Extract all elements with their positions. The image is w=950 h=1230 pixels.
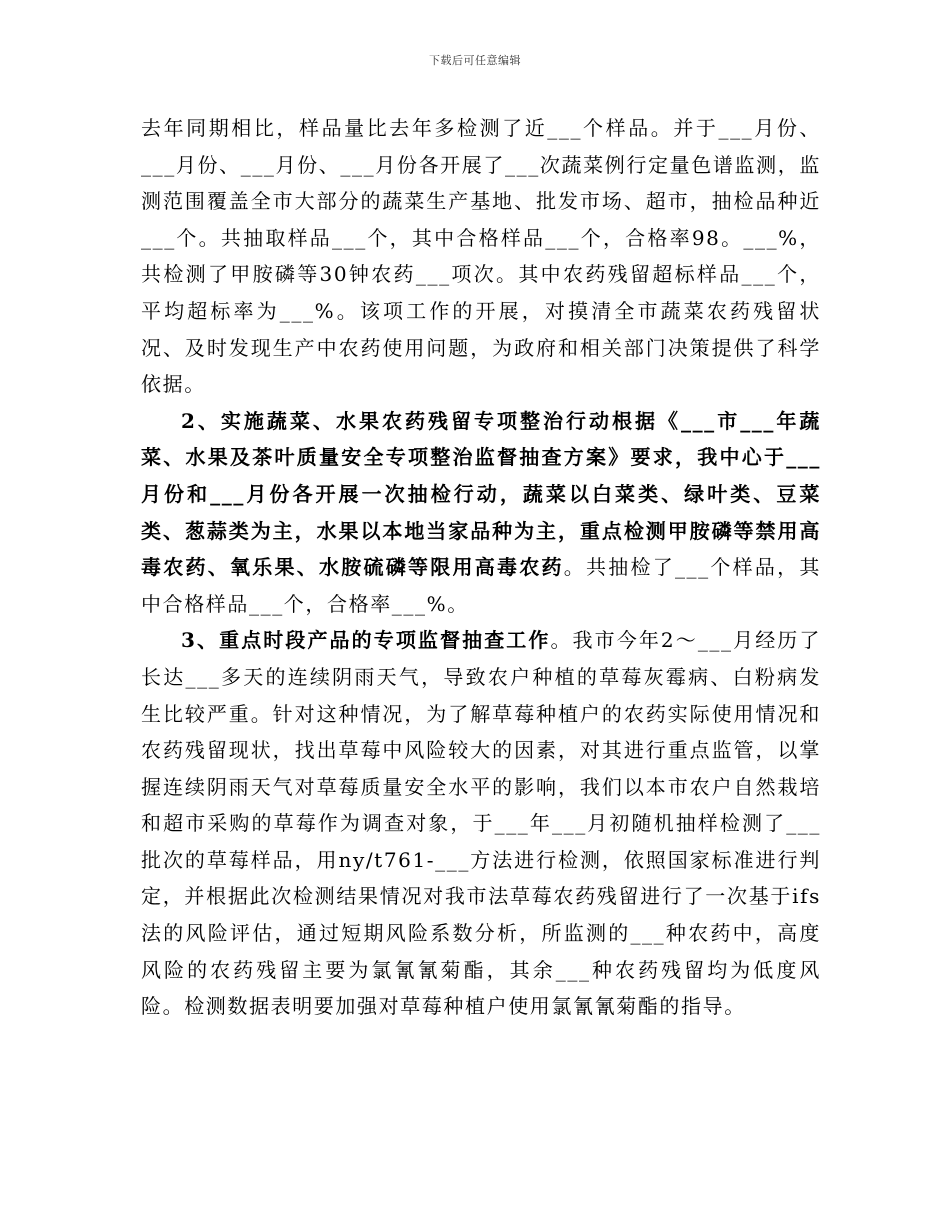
paragraph-3	[141, 622, 821, 1025]
paragraph-3-heading: 3、重点时段产品的专项监督抽查工作	[181, 628, 551, 653]
paragraph-3-text: 。我市今年2～___月经历了长达___多天的连续阴雨天气，导致农户种植的草莓灰霉病、白粉病发生比较严重。针对这种情况，为了解草莓种植户的农药实际使用情况和农药残留现状，找出草莓中风险较大的因素，对其进行重点监管，以掌握连续阴雨天气对草莓质量安全水平的影响，我们以本市农户自然栽培和超市采购的草莓作为调查对象，于___年___月初随机抽样检测了___批次的草莓样品，用ny/t761-___方法进行检测，依照国家标准进行判定，并根据此次检测结果情况对我市法草莓农药残留进行了一次基于ifs法的风险评估，通过短期风险系数分析，所监测的___种农药中，高度风险的农药残留主要为氯氰氰菊酯，其余___种农药残留均为低度风险。检测数据表明要加强对草莓种植户使用氯氰氰菊酯的指导。	[141, 628, 821, 1019]
paragraph-1	[141, 110, 821, 403]
page-header: 下载后可任意编辑	[429, 54, 521, 67]
paragraph-2-text: 。共抽检了___个样品，其中合格样品___个，合格率___%。	[141, 555, 821, 616]
paragraph-2	[141, 403, 821, 623]
paragraph-2-heading: 2、实施蔬菜、水果农药残留专项整治行动根据《___市___年蔬菜、水果及茶叶质量安全专项整治监督抽查方案》要求，我中心于___月份和___月份各开展一次抽检行动，蔬菜以白菜类、绿叶类、豆菜类、葱蒜类为主，水果以本地当家品种为主，重点检测甲胺磷等禁用高毒农药、氧乐果、水胺硫磷等限用高毒农药	[141, 408, 821, 580]
document-body	[141, 110, 821, 1025]
paragraph-1-text: 去年同期相比，样品量比去年多检测了近___个样品。并于___月份、___月份、___月份、___月份各开展了___次蔬菜例行定量色谱监测，监测范围覆盖全市大部分的蔬菜生产基地、批发市场、超市，抽检品种近___个。共抽取样品___个，其中合格样品___个，合格率98。___%，共检测了甲胺磷等30钟农药___项次。其中农药残留超标样品___个，平均超标率为___%。该项工作的开展，对摸清全市蔬菜农药残留状况、及时发现生产中农药使用问题，为政府和相关部门决策提供了科学依据。	[141, 116, 821, 397]
